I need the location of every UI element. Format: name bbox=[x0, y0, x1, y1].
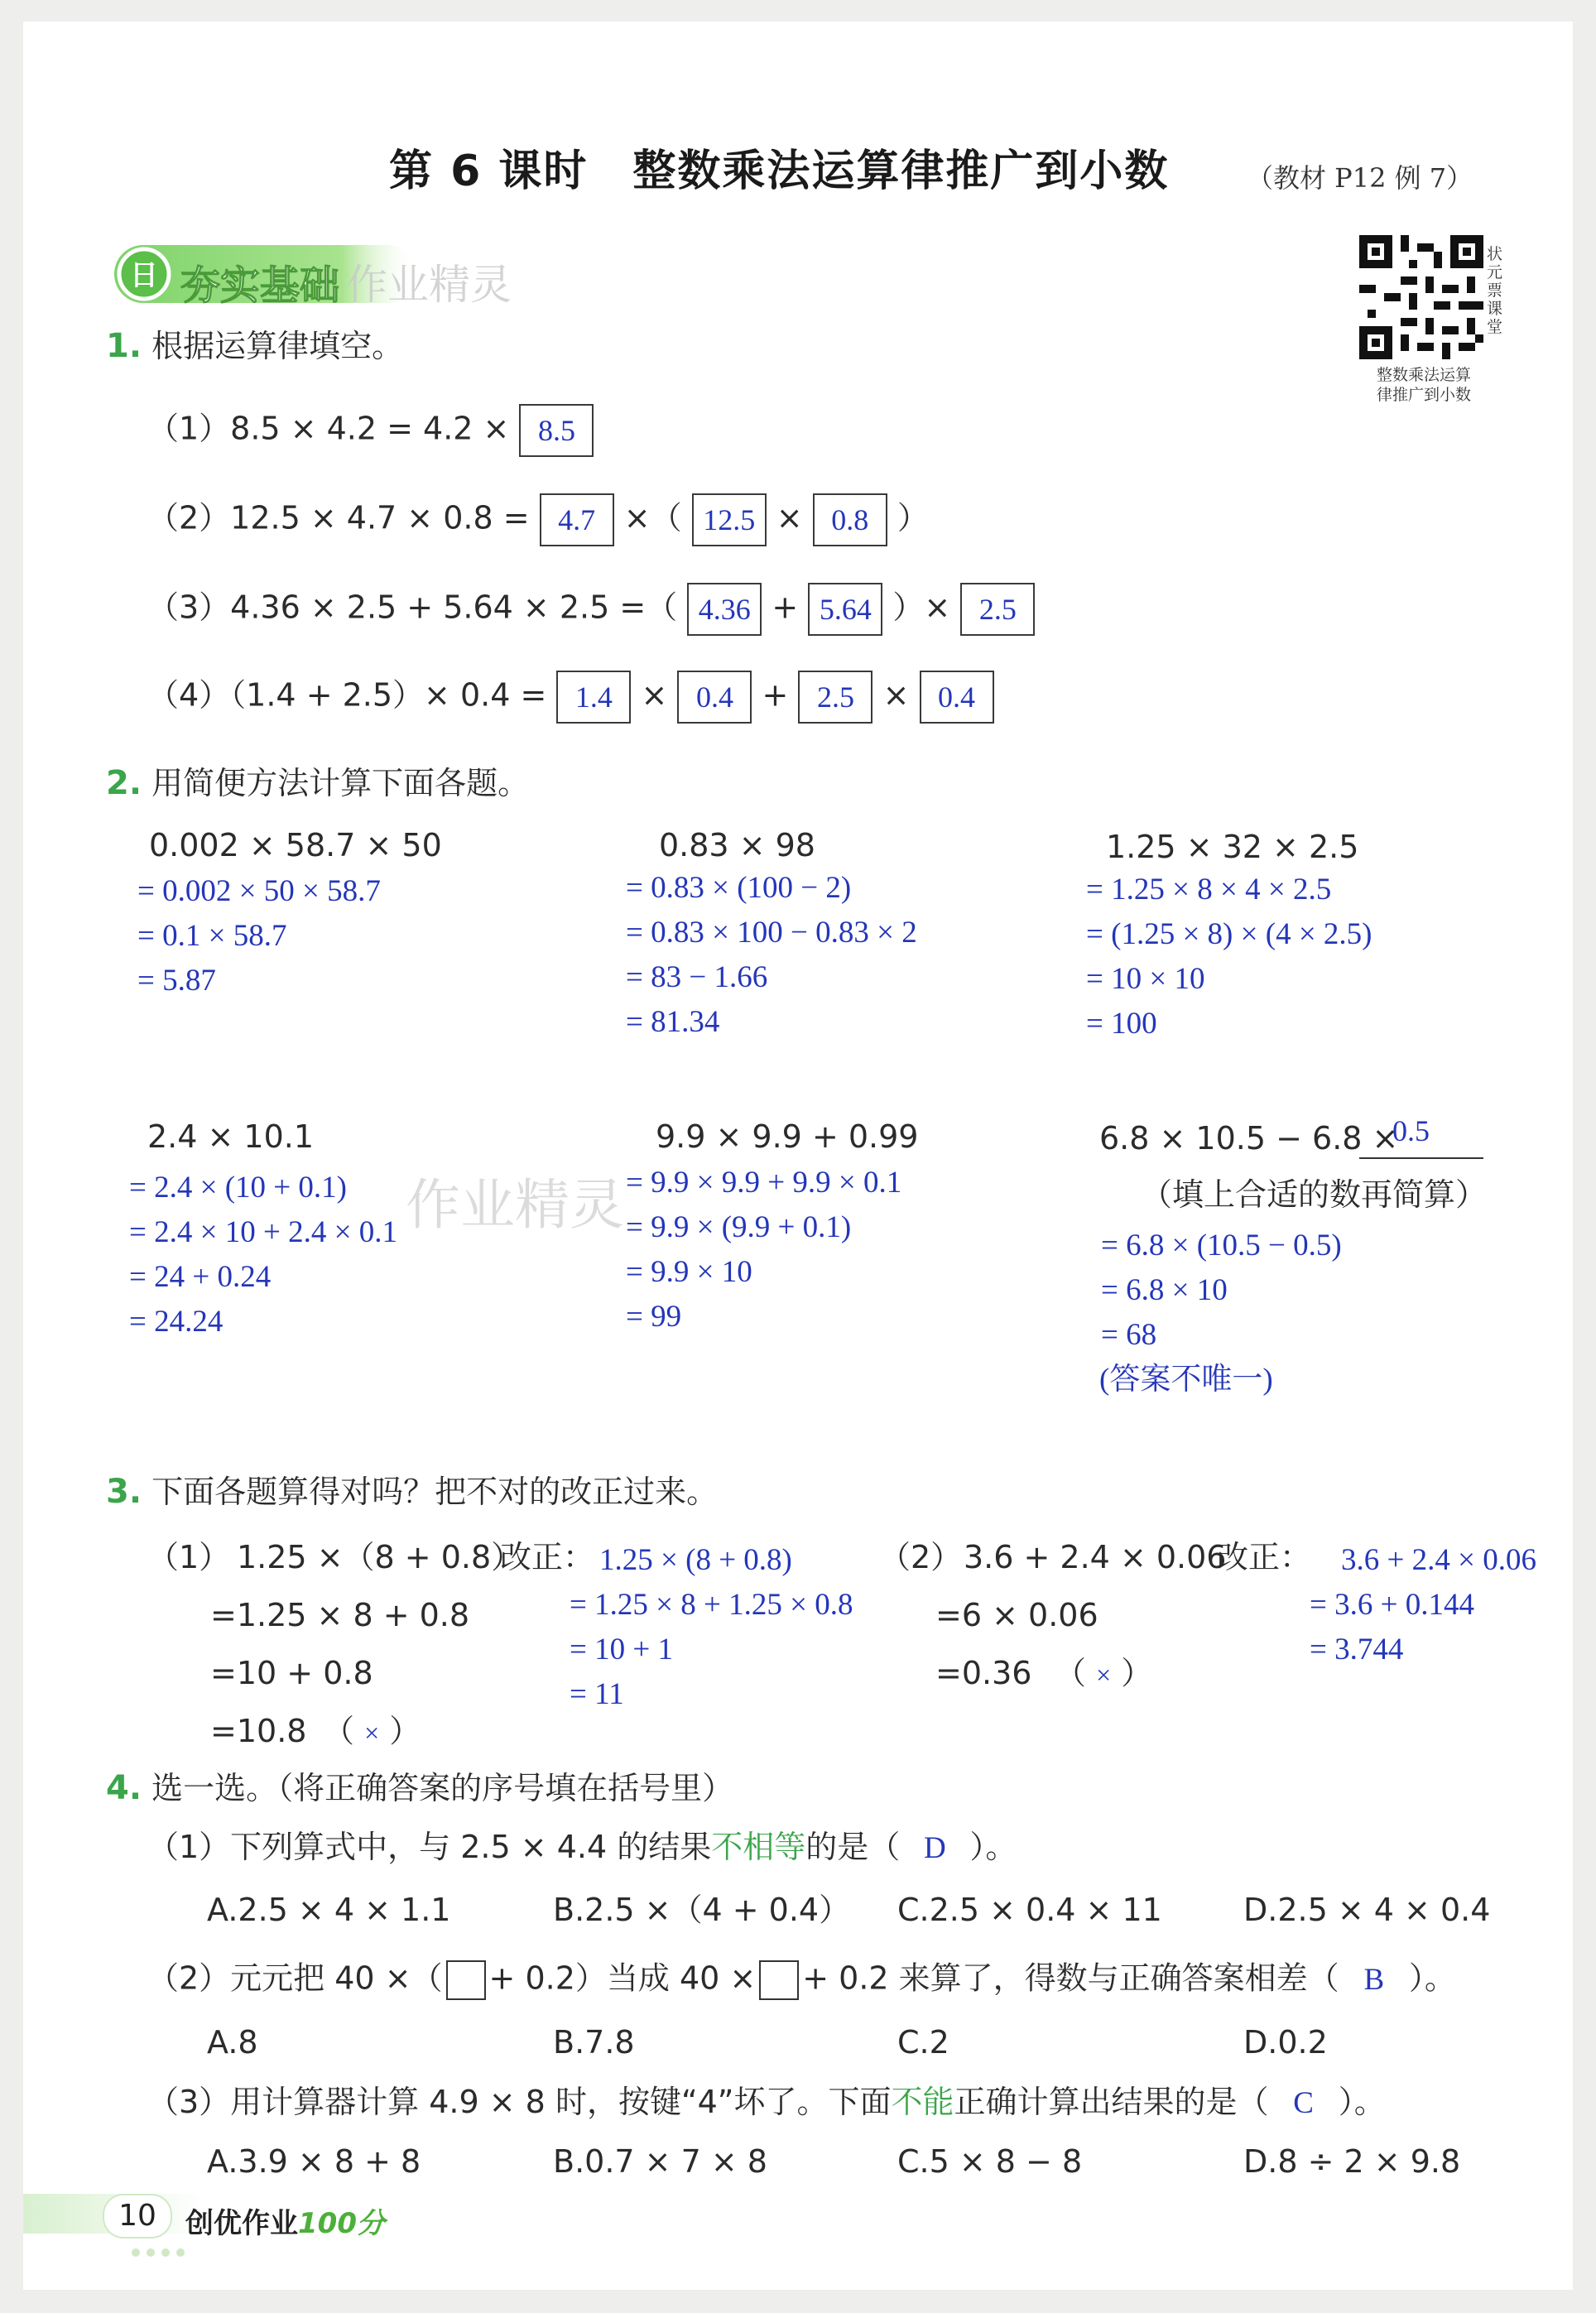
q3-right-verdict-mark[interactable]: × bbox=[1096, 1660, 1112, 1690]
q4-sub-2-blank-box[interactable] bbox=[759, 1960, 799, 2000]
q4-sub-3-highlight: 不能 bbox=[891, 2084, 954, 2120]
q4-sub-1-text: （1）下列算式中，与 2.5 × 4.4 的结果 bbox=[147, 1829, 712, 1865]
q2-problem-3-step: = (1.25 × 8) × (4 × 2.5) bbox=[1086, 917, 1372, 951]
q3-right-verdict bbox=[1055, 1657, 1152, 1689]
q4-sub-2-option-c[interactable]: C.2 bbox=[897, 2024, 949, 2061]
verdict-close: ） bbox=[389, 1713, 421, 1749]
q3-left-label: （1） bbox=[147, 1539, 231, 1575]
q2-problem-5-step: = 9.9 × (9.9 + 0.1) bbox=[626, 1210, 852, 1244]
q1-item-3 bbox=[147, 583, 1035, 636]
q1-op: × bbox=[641, 676, 668, 714]
q3-right-fix-label: 改正： bbox=[1217, 1539, 1312, 1575]
q4-prompt-text: 选一选。（将正确答案的序号填在括号里） bbox=[151, 1770, 734, 1806]
q4-sub-3-answer[interactable]: C bbox=[1293, 2086, 1314, 2120]
footer-brand-suffix: 100分 bbox=[298, 2207, 385, 2240]
q1-op: + bbox=[762, 676, 789, 714]
section-badge bbox=[106, 235, 512, 315]
q2-problem-5-step: = 9.9 × 9.9 + 9.9 × 0.1 bbox=[626, 1166, 902, 1200]
q4-prompt bbox=[106, 1769, 734, 1807]
q2-problem-5-expr: 9.9 × 9.9 + 0.99 bbox=[656, 1118, 919, 1155]
q1-prompt-text: 根据运算律填空。 bbox=[151, 328, 404, 364]
q2-problem-3-expr: 1.25 × 32 × 2.5 bbox=[1106, 829, 1359, 865]
q3-left-line: =10 + 0.8 bbox=[210, 1655, 373, 1691]
q4-sub-2-text: + 0.2）当成 40 × bbox=[488, 1960, 757, 1997]
q3-right-expr: 3.6 + 2.4 × 0.06 bbox=[964, 1539, 1227, 1575]
q4-sub-3-text: （3）用计算器计算 4.9 × 8 时，按键“4”坏了。下面 bbox=[147, 2084, 892, 2120]
q2-problem-3-step: = 100 bbox=[1086, 1007, 1157, 1041]
q1-op: ×（ bbox=[623, 499, 682, 536]
q2-problem-1-step: = 0.002 × 50 × 58.7 bbox=[137, 874, 381, 908]
q4-sub-1-option-a[interactable]: A.2.5 × 4 × 1.1 bbox=[207, 1892, 451, 1928]
q1-item-2-box-3[interactable]: 0.8 bbox=[813, 493, 887, 546]
q1-item-1-box-1[interactable]: 8.5 bbox=[519, 404, 594, 457]
q2-problem-2-expr: 0.83 × 98 bbox=[659, 827, 815, 863]
page-number: 10 bbox=[103, 2194, 172, 2238]
q2-problem-5-step: = 9.9 × 10 bbox=[626, 1255, 752, 1289]
q3-left-fix-label: 改正： bbox=[500, 1539, 595, 1575]
q3-prompt-text: 下面各题算得对吗？把不对的改正过来。 bbox=[151, 1474, 719, 1510]
watermark-text: 作业精灵 bbox=[406, 1173, 624, 1237]
q3-prompt bbox=[106, 1473, 719, 1511]
watermark-text: 作业精灵 bbox=[346, 261, 512, 309]
q1-item-3-box-2[interactable]: 5.64 bbox=[808, 583, 882, 636]
q4-sub-3-option-b[interactable]: B.0.7 × 7 × 8 bbox=[553, 2143, 767, 2180]
q2-problem-6-blank-answer[interactable]: 0.5 bbox=[1392, 1114, 1430, 1147]
q3-left-fix-line: 1.25 × (8 + 0.8) bbox=[599, 1543, 792, 1577]
verdict-close: ） bbox=[1121, 1655, 1153, 1691]
q1-item-4-lead: （4）（1.4 + 2.5）× 0.4 = bbox=[147, 676, 547, 714]
footer-dots bbox=[131, 2245, 197, 2261]
q4-sub-2-blank-box[interactable] bbox=[446, 1960, 486, 2000]
q2-problem-2-step: = 0.83 × (100 − 2) bbox=[626, 871, 852, 905]
q4-sub-2-text: + 0.2 来算了，得数与正确答案相差（ bbox=[802, 1960, 1339, 1997]
q1-item-4 bbox=[147, 671, 994, 724]
q2-problem-6-note-answer: (答案不唯一) bbox=[1099, 1363, 1273, 1397]
q3-left-verdict-mark[interactable]: × bbox=[364, 1718, 380, 1748]
qr-side-label: 状元票课堂 bbox=[1487, 245, 1503, 336]
q4-sub-1-text: 的是（ bbox=[805, 1829, 901, 1865]
q4-sub-3 bbox=[147, 2086, 1386, 2118]
q3-right-line: =0.36 bbox=[935, 1655, 1032, 1691]
q1-item-3-lead: （3）4.36 × 2.5 + 5.64 × 2.5 =（ bbox=[147, 589, 678, 626]
q4-sub-1-option-b[interactable]: B.2.5 ×（4 + 0.4） bbox=[553, 1892, 851, 1928]
q4-sub-1-end: ）。 bbox=[969, 1829, 1017, 1865]
q3-right-fix-line: = 3.744 bbox=[1310, 1633, 1404, 1666]
q4-sub-2-option-b[interactable]: B.7.8 bbox=[553, 2024, 635, 2061]
q3-left-fix-line: = 11 bbox=[570, 1677, 624, 1711]
q1-op: × bbox=[882, 676, 910, 714]
q3-right-fix-line: 3.6 + 2.4 × 0.06 bbox=[1341, 1543, 1536, 1577]
q1-item-2 bbox=[147, 493, 929, 546]
q1-item-3-box-1[interactable]: 4.36 bbox=[687, 583, 762, 636]
q1-item-2-lead: （2）12.5 × 4.7 × 0.8 = bbox=[147, 499, 530, 536]
q2-prompt bbox=[106, 764, 530, 802]
qr-code-icon bbox=[1359, 235, 1483, 359]
svg-text:日: 日 bbox=[130, 259, 158, 292]
q2-problem-1-expr: 0.002 × 58.7 × 50 bbox=[149, 827, 442, 863]
q2-problem-4-step: = 24 + 0.24 bbox=[129, 1260, 272, 1294]
q4-sub-1-highlight: 不相等 bbox=[711, 1829, 806, 1865]
q2-problem-2-step: = 81.34 bbox=[626, 1005, 720, 1039]
footer-brand bbox=[185, 2200, 385, 2241]
q3-right-label: （2） bbox=[879, 1539, 963, 1575]
qr-caption-line1: 整数乘法运算 bbox=[1376, 366, 1471, 384]
q4-sub-2-option-d[interactable]: D.0.2 bbox=[1243, 2024, 1328, 2061]
q3-left-line: =1.25 × 8 + 0.8 bbox=[210, 1597, 470, 1633]
q1-op: × bbox=[776, 499, 803, 536]
q1-op: ） bbox=[897, 499, 929, 536]
q1-item-2-box-1[interactable]: 4.7 bbox=[540, 493, 614, 546]
q1-item-4-box-2[interactable]: 0.4 bbox=[677, 671, 752, 724]
q2-problem-6-note: （填上合适的数再简算） bbox=[1141, 1176, 1488, 1213]
badge-label: 夯实基础 bbox=[180, 262, 340, 309]
q4-sub-2 bbox=[147, 1960, 1456, 2000]
q2-problem-4-step: = 2.4 × (10 + 0.1) bbox=[129, 1171, 347, 1205]
q4-sub-3-option-d[interactable]: D.8 ÷ 2 × 9.8 bbox=[1243, 2143, 1461, 2180]
q4-sub-1-option-c[interactable]: C.2.5 × 0.4 × 11 bbox=[897, 1892, 1162, 1928]
q2-problem-5-step: = 99 bbox=[626, 1300, 682, 1334]
q2-problem-3-step: = 1.25 × 8 × 4 × 2.5 bbox=[1086, 873, 1332, 906]
q4-sub-2-end: ）。 bbox=[1408, 1960, 1456, 1997]
q2-problem-1-step: = 0.1 × 58.7 bbox=[137, 919, 287, 953]
q2-problem-4-expr: 2.4 × 10.1 bbox=[147, 1118, 315, 1155]
footer-brand-name: 创优作业 bbox=[185, 2207, 298, 2240]
q4-sub-1 bbox=[147, 1831, 1017, 1863]
q2-problem-4-step: = 24.24 bbox=[129, 1305, 224, 1339]
q1-item-4-box-4[interactable]: 0.4 bbox=[920, 671, 994, 724]
q3-right-fix-line: = 3.6 + 0.144 bbox=[1310, 1588, 1474, 1622]
q1-item-4-box-1[interactable]: 1.4 bbox=[556, 671, 631, 724]
q2-problem-6-step: = 6.8 × (10.5 − 0.5) bbox=[1101, 1229, 1342, 1262]
worksheet-page bbox=[23, 22, 1573, 2290]
q2-prompt-text: 用简便方法计算下面各题。 bbox=[151, 765, 530, 801]
q4-number: 4. bbox=[106, 1769, 142, 1807]
q1-item-3-box-3[interactable]: 2.5 bbox=[960, 583, 1035, 636]
q4-sub-1-answer[interactable]: D bbox=[923, 1831, 946, 1865]
q1-item-1-lead: （1）8.5 × 4.2 = 4.2 × bbox=[147, 410, 510, 447]
qr-caption-line2: 律推广到小数 bbox=[1376, 386, 1471, 404]
q2-problem-4-step: = 2.4 × 10 + 2.4 × 0.1 bbox=[129, 1215, 397, 1249]
q4-sub-2-text: （2）元元把 40 ×（ bbox=[147, 1960, 443, 1997]
q2-problem-6-step: = 68 bbox=[1101, 1318, 1157, 1352]
qr-code[interactable] bbox=[1359, 235, 1483, 359]
q4-sub-3-option-c[interactable]: C.5 × 8 − 8 bbox=[897, 2143, 1083, 2180]
q3-left-fix-line: = 1.25 × 8 + 1.25 × 0.8 bbox=[570, 1588, 853, 1622]
q3-left-line: =10.8 bbox=[210, 1713, 307, 1749]
textbook-reference: （教材 P12 例 7） bbox=[1247, 162, 1473, 194]
q4-sub-2-answer[interactable]: B bbox=[1363, 1962, 1385, 1997]
q2-problem-1-step: = 5.87 bbox=[137, 964, 216, 998]
q4-sub-3-option-a[interactable]: A.3.9 × 8 + 8 bbox=[207, 2143, 421, 2180]
q2-problem-3-step: = 10 × 10 bbox=[1086, 962, 1205, 996]
page-title: 第 6 课时 整数乘法运算律推广到小数 bbox=[389, 147, 1170, 196]
q4-sub-1-option-d[interactable]: D.2.5 × 4 × 0.4 bbox=[1243, 1892, 1491, 1928]
q3-left-fix-line: = 10 + 1 bbox=[570, 1633, 673, 1666]
verdict-open: （ bbox=[323, 1713, 355, 1749]
q2-problem-6-blank-line bbox=[1359, 1157, 1483, 1159]
q1-item-2-box-2[interactable]: 12.5 bbox=[692, 493, 767, 546]
q3-left-verdict bbox=[323, 1715, 421, 1747]
q2-problem-2-step: = 0.83 × 100 − 0.83 × 2 bbox=[626, 916, 917, 950]
q1-op: ）× bbox=[892, 589, 951, 626]
q4-sub-3-text: 正确计算出结果的是（ bbox=[954, 2084, 1269, 2120]
q1-item-4-box-3[interactable]: 2.5 bbox=[798, 671, 873, 724]
q1-number: 1. bbox=[106, 327, 142, 365]
q2-problem-6-expr: 6.8 × 10.5 − 6.8 × bbox=[1099, 1120, 1399, 1156]
q2-problem-6-step: = 6.8 × 10 bbox=[1101, 1273, 1228, 1307]
q3-left-expr: 1.25 ×（8 + 0.8） bbox=[237, 1539, 523, 1575]
dots-decoration-icon bbox=[131, 2248, 197, 2258]
q4-sub-2-option-a[interactable]: A.8 bbox=[207, 2024, 258, 2061]
q1-item-1 bbox=[147, 404, 594, 457]
verdict-open: （ bbox=[1055, 1655, 1087, 1691]
q1-prompt bbox=[106, 329, 403, 363]
q1-op: + bbox=[772, 589, 799, 626]
q2-problem-2-step: = 83 − 1.66 bbox=[626, 960, 768, 994]
q3-right-line: =6 × 0.06 bbox=[935, 1597, 1098, 1633]
q2-number: 2. bbox=[106, 764, 142, 802]
q3-number: 3. bbox=[106, 1473, 142, 1511]
q4-sub-3-end: ）。 bbox=[1338, 2084, 1386, 2120]
